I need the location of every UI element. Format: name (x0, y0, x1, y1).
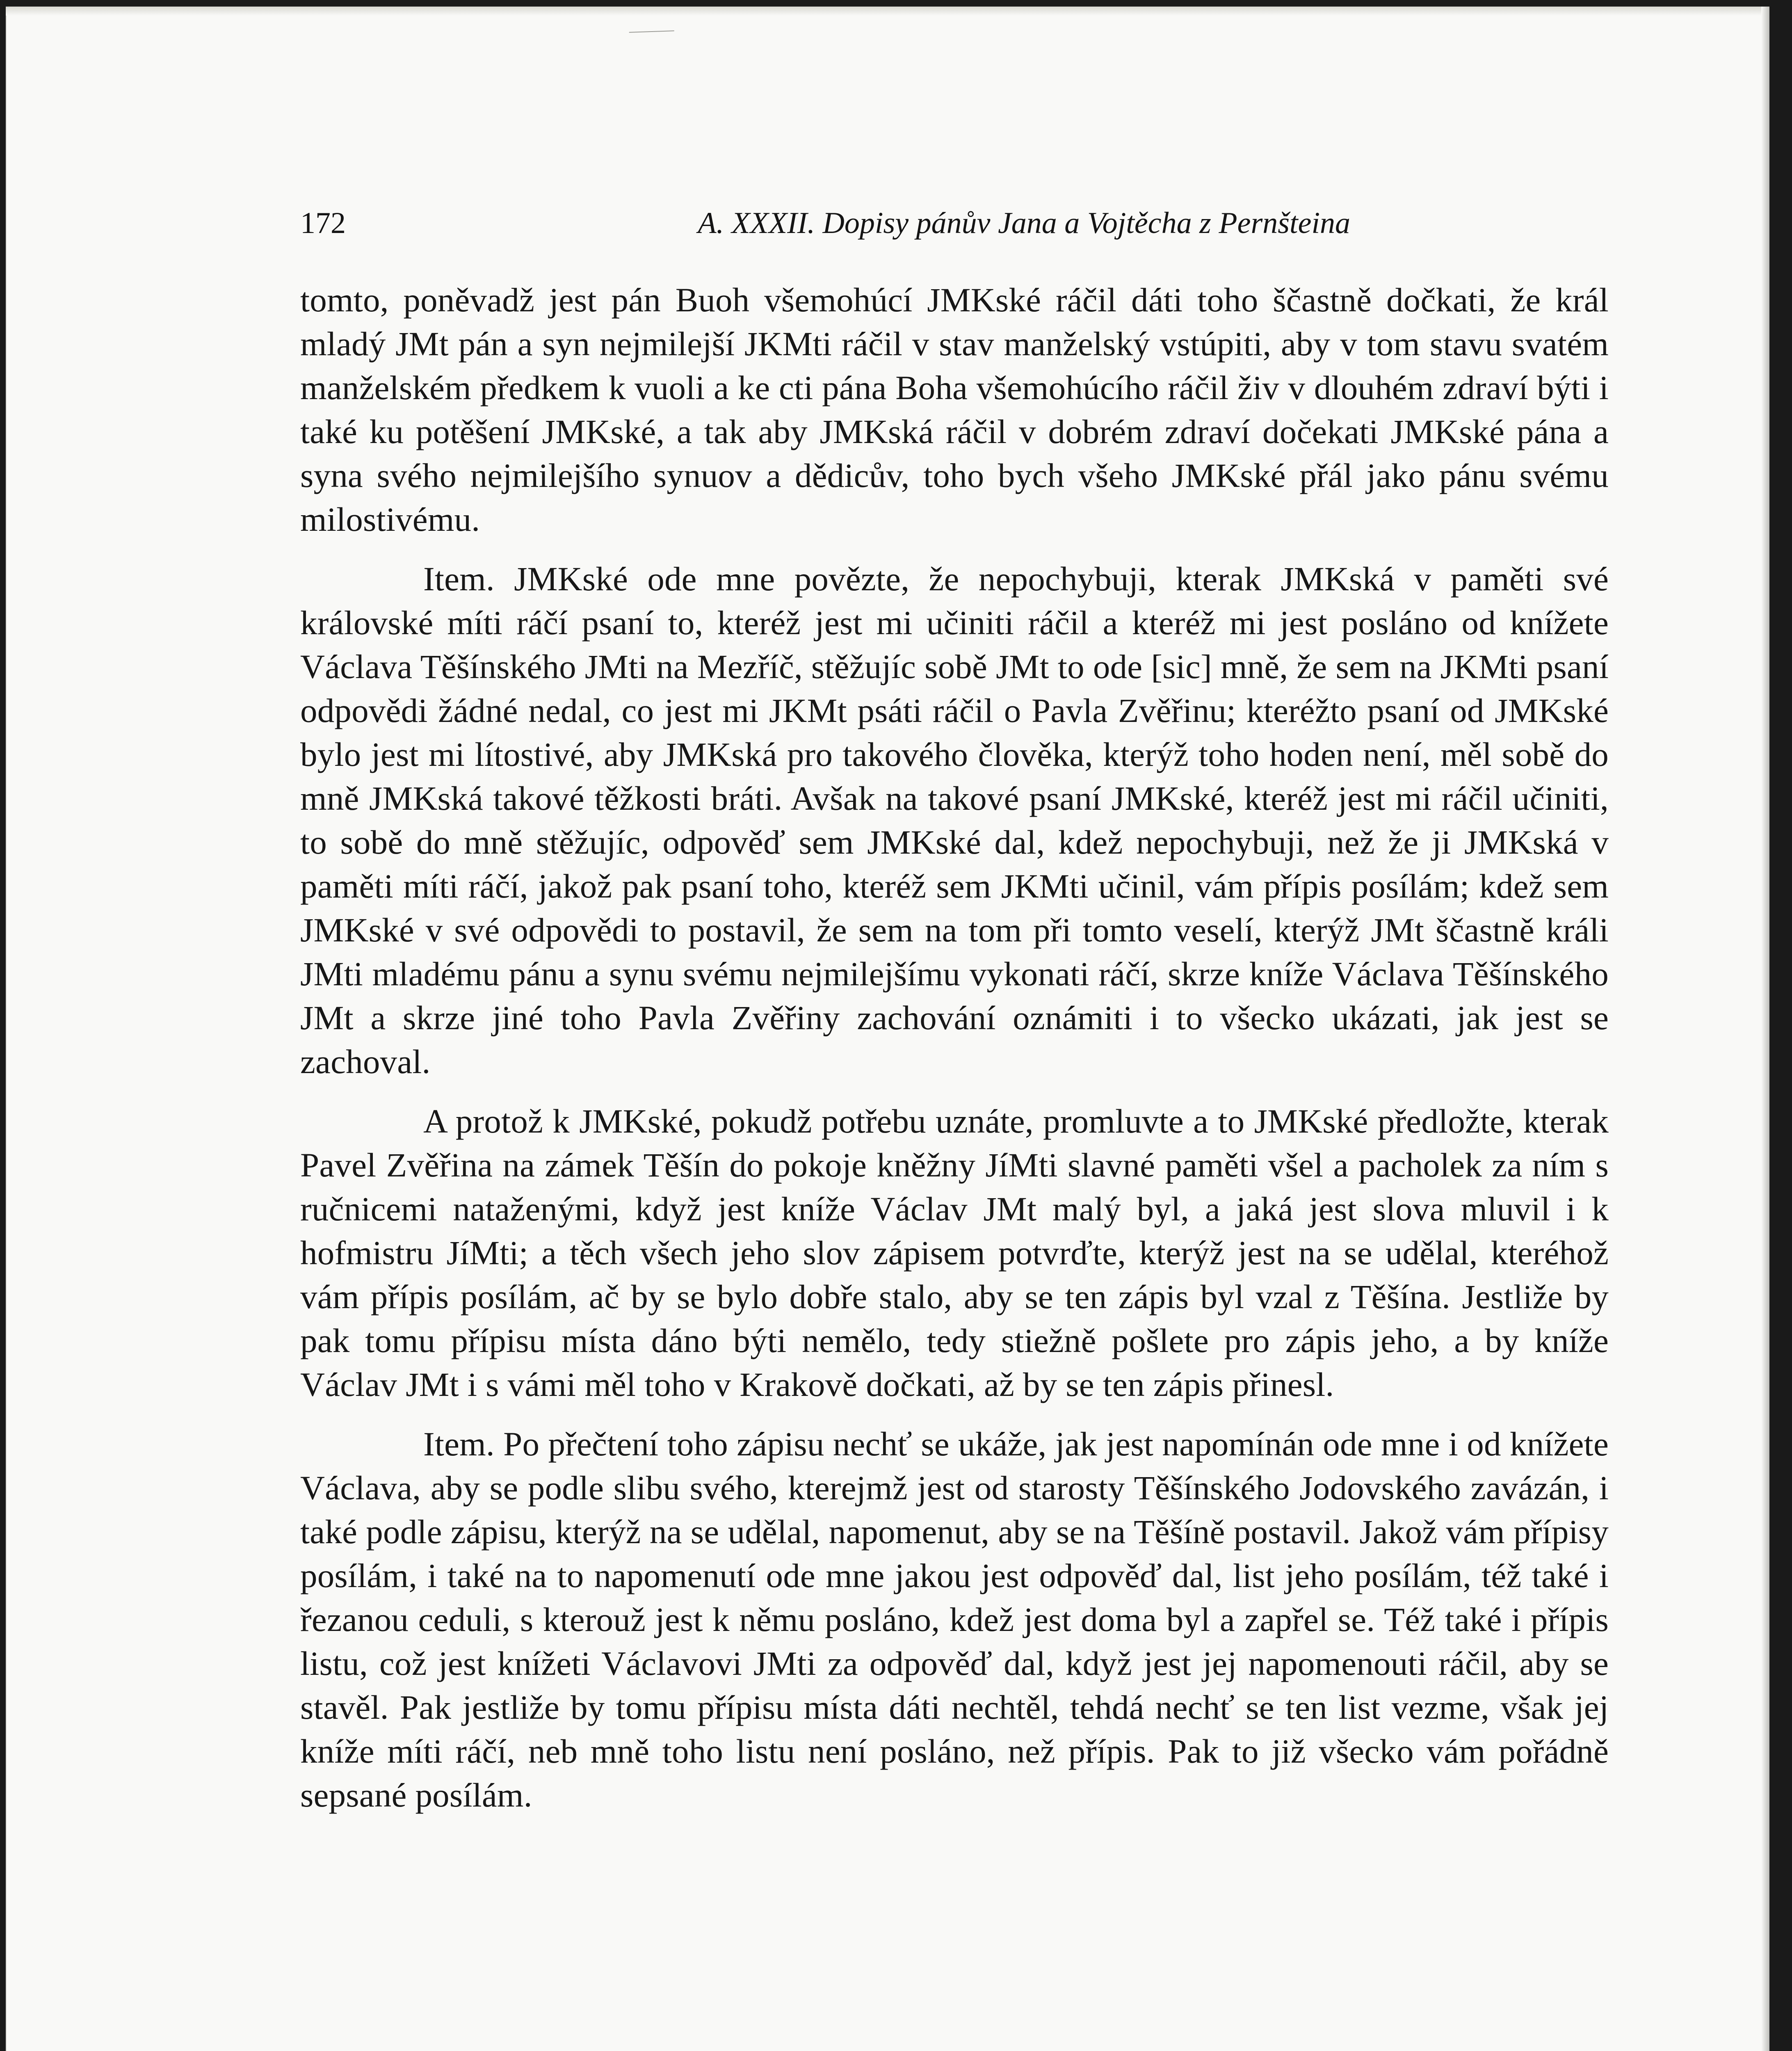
body-text (300, 278, 1609, 1833)
paragraph-item-2: Item. Po přečtení toho zápisu nechť se ukáže, jak jest napomínán ode mne i od knížete Václava, aby se podle slibu svého, kterejmž jest od starosty Těšínského Jodovského zavázán, i také podle zápisu, kterýž na se udělal, napomenut, aby se na Těšíně postavil. Jakož vám přípisy posílám, i také na to napomenutí ode mne jakou jest odpověď dal, list jeho posílám, též také i řezanou ceduli, s kterouž jest k němu posláno, kdež jest doma byl a zapřel se. Též také i přípis listu, což jest knížeti Václavovi JMti za odpověď dal, když jest jej napomenouti ráčil, aby se stavěl. Pak jestliže by tomu přípisu místa dáti nechtěl, tehdá nechť se ten list vezme, však jej kníže míti ráčí, neb mně toho listu není posláno, než přípis. Pak to již všecko vám pořádně sepsané posílám. (300, 1425, 1609, 1814)
scan-edge-right (1761, 7, 1769, 2051)
page-header (300, 199, 1350, 248)
page-number: 172 (300, 206, 346, 240)
paragraph-item-1: Item. JMKské ode mne povězte, že nepochybuji, kterak JMKská v paměti své královské míti ráčí psaní to, kteréž jest mi učiniti ráčil a kteréž mi jest posláno od knížete Václava Těšínského JMti na Mezříč, stěžujíc sobě JMt to ode [sic] mně, že sem na JKMti psaní odpovědi žádné nedal, co jest mi JKMt psáti ráčil o Pavla Zvěřinu; kteréžto psaní od JMKské bylo jest mi lítostivé, aby JMKská pro takového člověka, kterýž toho hoden není, měl sobě do mně JMKská takové těžkosti bráti. Avšak na takové psaní JMKské, kteréž jest mi ráčil učiniti, to sobě do mně stěžujíc, odpověď sem JMKské dal, kdež nepochybuji, než že ji JMKská v paměti míti ráčí, jakož pak psaní toho, kteréž sem JKMti učinil, vám přípis posílám; kdež sem JMKské v své odpovědi to postavil, že sem na tom při tomto veselí, kterýž JMt ščastně králi JMti mladému pánu a synu svému nejmilejšímu vykonati ráčí, skrze kníže Václava Těšínského JMt a skrze jiné toho Pavla Zvěřiny zachování oznámiti i to všecko ukázati, jak jest se zachoval. (300, 560, 1609, 1080)
scan-edge-top (6, 7, 1769, 16)
running-title: A. XXXII. Dopisy pánův Jana a Vojtěcha z Pernšteina (698, 206, 1350, 240)
document-page (6, 7, 1769, 2051)
paragraph-a-protoz: A protož k JMKské, pokudž potřebu uznáte, promluvte a to JMKské předložte, kterak Pavel Zvěřina na zámek Těšín do pokoje kněžny JíMti slavné paměti všel a pacholek za ním s ručnicemi nataženými, když jest kníže Václav JMt malý byl, a jaká jest slova mluvil i k hofmistru JíMti; a těch všech jeho slov zápisem potvrďte, kterýž jest na se udělal, kteréhož vám přípis posílám, ač by se bylo dobře stalo, aby se ten zápis byl vzal z Těšína. Jestliže by pak tomu přípisu místa dáno býti nemělo, tedy stiežně pošlete pro zápis jeho, a by kníže Václav JMt i s vámi měl toho v Krakově dočkati, až by se ten zápis přinesl. (300, 1102, 1609, 1403)
scan-mark (629, 30, 674, 39)
paragraph-continuation: tomto, poněvadž jest pán Buoh všemohúcí JMKské ráčil dáti toho ščastně dočkati, že král mladý JMt pán a syn nejmilejší JKMti ráčil v stav manželský vstúpiti, aby v tom stavu svatém manželském předkem k vuoli a ke cti pána Boha všemohúcího ráčil živ v dlouhém zdraví býti i také ku potěšení JMKské, a tak aby JMKská ráčil v dobrém zdraví dočekati JMKské pána a syna svého nejmilejšího synuov a dědicův, toho bych všeho JMKské přál jako pánu svému milostivému. (300, 281, 1609, 538)
